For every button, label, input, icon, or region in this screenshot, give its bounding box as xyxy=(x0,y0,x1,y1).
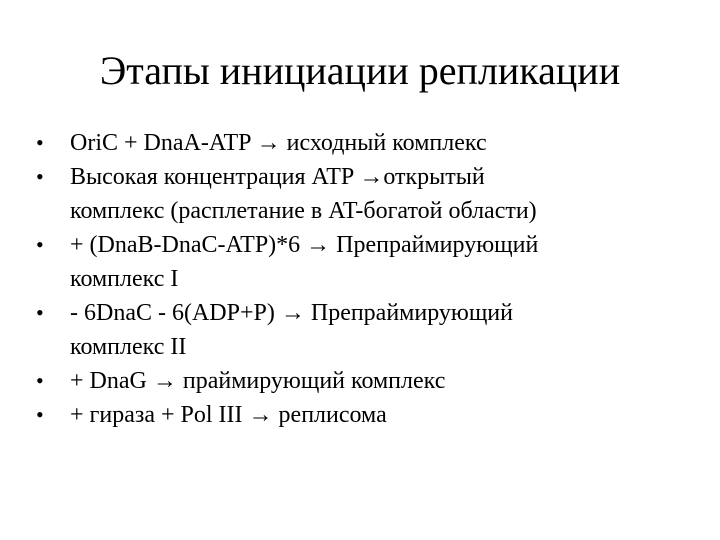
bullet-item xyxy=(36,296,696,364)
bullet-icon: • xyxy=(36,300,44,325)
bullet-icon: • xyxy=(36,130,44,155)
bullet-text: Высокая концентрация ATP →открытый комплекс (расплетание в AT-богатой области) xyxy=(70,164,537,224)
bullet-icon: • xyxy=(36,402,44,427)
slide-title: Этапы инициации репликации xyxy=(99,48,621,93)
bullet-text: - 6DnaC - 6(ADP+P) → Препраймирующий комплекс II xyxy=(70,300,513,360)
bullet-icon: • xyxy=(36,164,44,189)
bullet-text: + (DnaB-DnaC-ATP)*6 → Препраймирующий комплекс I xyxy=(70,232,539,292)
bullet-item xyxy=(36,228,696,296)
bullet-item xyxy=(36,160,696,228)
bullet-icon: • xyxy=(36,368,44,393)
bullet-text: + гираза + Pol III → реплисома xyxy=(70,402,387,428)
bullet-item xyxy=(36,126,696,160)
bullet-text: + DnaG → праймирующий комплекс xyxy=(70,368,446,394)
bullet-text: OriC + DnaA-ATP → исходный комплекс xyxy=(70,130,487,156)
bullet-item xyxy=(36,398,696,432)
bullet-icon: • xyxy=(36,232,44,257)
bullet-list xyxy=(36,126,696,432)
bullet-item xyxy=(36,364,696,398)
